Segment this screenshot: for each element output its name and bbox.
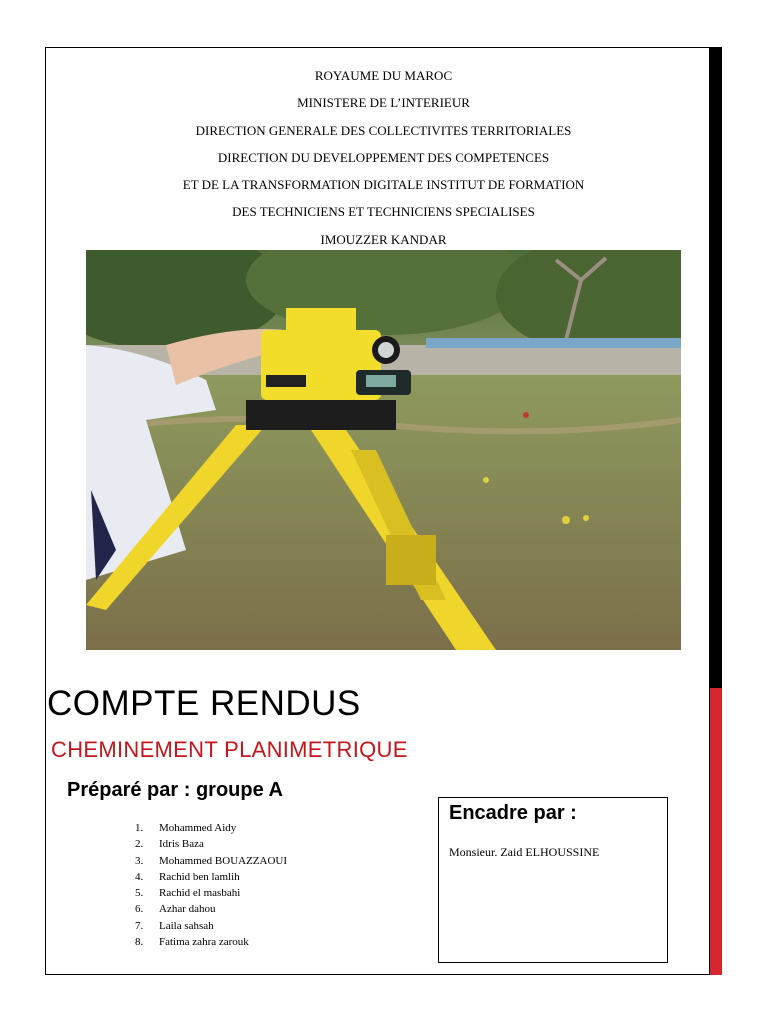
member-name: Laila sahsah (159, 919, 214, 932)
header-line: ET DE LA TRANSFORMATION DIGITALE INSTITUT DE FORMATION (182, 177, 585, 193)
member-list (135, 820, 287, 950)
list-item (135, 885, 287, 901)
side-bar-red (710, 688, 722, 975)
list-number: 2. (135, 838, 144, 851)
list-number: 5. (135, 887, 144, 900)
header-line: DIRECTION DU DEVELOPPEMENT DES COMPETENCES (217, 149, 550, 165)
header-line: DIRECTION GENERALE DES COLLECTIVITES TERRITORIALES (195, 122, 572, 138)
report-subtitle: CHEMINEMENT PLANIMETRIQUE (51, 737, 408, 762)
list-number: 6. (135, 903, 144, 916)
list-number: 8. (135, 936, 144, 949)
supervisor-name: Monsieur. Zaid ELHOUSSINE (449, 845, 600, 859)
survey-instrument-photo (86, 250, 681, 650)
prepared-by-heading: Préparé par : groupe A (67, 779, 283, 801)
institution-header (45, 66, 722, 257)
supervisor-heading: Encadre par : (449, 802, 577, 824)
header-line: ROYAUME DU MAROC (314, 68, 453, 83)
list-item (135, 934, 287, 950)
member-name: Azhar dahou (159, 903, 216, 916)
report-title: COMPTE RENDUS (47, 684, 361, 723)
list-item (135, 869, 287, 885)
list-item (135, 901, 287, 917)
list-item (135, 853, 287, 869)
member-name: Idris Baza (159, 838, 204, 851)
member-name: Mohammed Aidy (159, 822, 237, 834)
member-name: Rachid ben lamlih (159, 870, 240, 883)
member-name: Rachid el masbahi (159, 887, 241, 900)
header-line: DES TECHNICIENS ET TECHNICIENS SPECIALISES (232, 204, 535, 220)
list-item (135, 836, 287, 852)
member-name: Mohammed BOUAZZAOUI (159, 854, 288, 867)
list-number: 4. (135, 870, 144, 883)
list-number: 7. (135, 919, 144, 932)
list-number: 1. (135, 822, 144, 834)
list-number: 3. (135, 854, 144, 867)
header-line: IMOUZZER KANDAR (320, 231, 447, 247)
list-item (135, 918, 287, 934)
member-name: Fatima zahra zarouk (159, 936, 249, 949)
list-item (135, 820, 287, 836)
header-line: MINISTERE DE L’INTERIEUR (297, 95, 470, 111)
supervisor-box (438, 797, 668, 963)
